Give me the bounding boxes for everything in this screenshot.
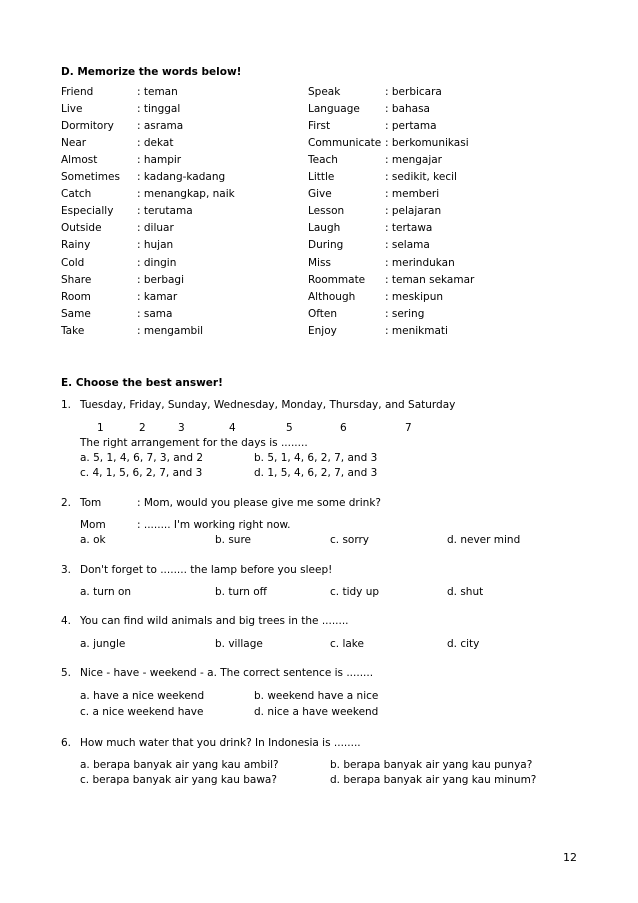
vocab-meaning: : kamar — [137, 291, 178, 303]
vocab-word: First — [308, 120, 331, 132]
vocab-word: Dormitory — [61, 120, 114, 132]
option-a: a. 5, 1, 4, 6, 7, 3, and 2 — [80, 452, 204, 464]
vocab-word: Friend — [61, 86, 94, 98]
vocab-word: Communicate — [308, 137, 382, 149]
section-e-heading: E. Choose the best answer! — [61, 377, 223, 389]
vocab-word: Sometimes — [61, 171, 120, 183]
day-number: 3 — [178, 422, 185, 434]
vocab-word: Teach — [308, 154, 338, 166]
option-a: a. have a nice weekend — [80, 690, 205, 702]
option-d: d. city — [447, 638, 480, 650]
vocab-meaning: : sedikit, kecil — [385, 171, 457, 183]
day-number: 1 — [97, 422, 104, 434]
vocab-meaning: : tinggal — [137, 103, 181, 115]
vocab-meaning: : berbicara — [385, 86, 442, 98]
vocab-meaning: : sama — [137, 308, 173, 320]
day-number: 4 — [229, 422, 236, 434]
option-c: c. lake — [330, 638, 364, 650]
question-prompt: The right arrangement for the days is ........ — [80, 437, 308, 449]
option-c: c. 4, 1, 5, 6, 2, 7, and 3 — [80, 467, 203, 479]
vocab-meaning: : kadang-kadang — [137, 171, 226, 183]
vocab-word: Take — [61, 325, 85, 337]
vocab-word: Laugh — [308, 222, 341, 234]
question-number: 6. — [61, 737, 72, 749]
question-text: Nice - have - weekend - a. The correct sentence is ........ — [80, 667, 374, 679]
vocab-word: Cold — [61, 257, 85, 269]
option-b: b. village — [215, 638, 263, 650]
speaker-2: Mom — [80, 519, 106, 531]
question-text: You can find wild animals and big trees in the ........ — [80, 615, 349, 627]
option-b: b. weekend have a nice — [254, 690, 379, 702]
vocab-word: Enjoy — [308, 325, 337, 337]
vocab-meaning: : bahasa — [385, 103, 430, 115]
vocab-meaning: : dekat — [137, 137, 174, 149]
option-d: d. berapa banyak air yang kau minum? — [330, 774, 537, 786]
vocab-word: Little — [308, 171, 335, 183]
option-c: c. sorry — [330, 534, 370, 546]
vocab-meaning: : mengajar — [385, 154, 442, 166]
vocab-meaning: : diluar — [137, 222, 174, 234]
option-a: a. jungle — [80, 638, 126, 650]
vocab-word: Catch — [61, 188, 92, 200]
option-d: d. 1, 5, 4, 6, 2, 7, and 3 — [254, 467, 378, 479]
question-text: Don't forget to ........ the lamp before you sleep! — [80, 564, 333, 576]
vocab-word: Same — [61, 308, 91, 320]
day-number: 2 — [139, 422, 146, 434]
vocab-meaning: : teman sekamar — [385, 274, 475, 286]
vocab-meaning: : asrama — [137, 120, 184, 132]
option-b: b. sure — [215, 534, 252, 546]
vocab-word: Live — [61, 103, 83, 115]
vocab-word: Although — [308, 291, 356, 303]
question-number: 3. — [61, 564, 72, 576]
speaker-1: Tom — [80, 497, 102, 509]
vocab-meaning: : teman — [137, 86, 178, 98]
option-a: a. ok — [80, 534, 106, 546]
vocab-meaning: : meskipun — [385, 291, 444, 303]
vocab-meaning: : berbagi — [137, 274, 184, 286]
vocab-word: Speak — [308, 86, 341, 98]
vocab-word: Outside — [61, 222, 102, 234]
vocab-word: Share — [61, 274, 92, 286]
vocab-word: Miss — [308, 257, 331, 269]
question-text: How much water that you drink? In Indonesia is ........ — [80, 737, 361, 749]
option-b: b. berapa banyak air yang kau punya? — [330, 759, 533, 771]
vocab-word: Roommate — [308, 274, 366, 286]
vocab-meaning: : hampir — [137, 154, 182, 166]
vocab-meaning: : hujan — [137, 239, 174, 251]
question-text: Tuesday, Friday, Sunday, Wednesday, Monday, Thursday, and Saturday — [80, 399, 456, 411]
section-d-heading: D. Memorize the words below! — [61, 66, 242, 78]
vocab-meaning: : memberi — [385, 188, 440, 200]
day-number: 6 — [340, 422, 347, 434]
option-c: c. tidy up — [330, 586, 380, 598]
dialogue-line-1: : Mom, would you please give me some drink? — [137, 497, 381, 509]
option-a: a. turn on — [80, 586, 132, 598]
vocab-meaning: : dingin — [137, 257, 177, 269]
vocab-word: Room — [61, 291, 91, 303]
vocab-word: Almost — [61, 154, 98, 166]
vocab-meaning: : tertawa — [385, 222, 433, 234]
vocab-word: Near — [61, 137, 87, 149]
question-number: 5. — [61, 667, 72, 679]
vocab-meaning: : mengambil — [137, 325, 204, 337]
dialogue-line-2: : ........ I'm working right now. — [137, 519, 291, 531]
question-number: 4. — [61, 615, 72, 627]
page-number: 12 — [563, 851, 577, 864]
vocab-word: During — [308, 239, 344, 251]
question-number: 1. — [61, 399, 72, 411]
vocab-word: Often — [308, 308, 338, 320]
option-d: d. nice a have weekend — [254, 706, 379, 718]
question-number: 2. — [61, 497, 72, 509]
option-c: c. berapa banyak air yang kau bawa? — [80, 774, 277, 786]
day-number: 5 — [286, 422, 293, 434]
day-number: 7 — [405, 422, 412, 434]
option-d: d. never mind — [447, 534, 521, 546]
vocab-word: Language — [308, 103, 360, 115]
option-c: c. a nice weekend have — [80, 706, 204, 718]
option-b: b. turn off — [215, 586, 267, 598]
vocab-meaning: : menikmati — [385, 325, 448, 337]
vocab-meaning: : merindukan — [385, 257, 455, 269]
option-a: a. berapa banyak air yang kau ambil? — [80, 759, 279, 771]
vocab-meaning: : terutama — [137, 205, 193, 217]
vocab-meaning: : sering — [385, 308, 425, 320]
vocab-word: Rainy — [61, 239, 91, 251]
vocab-meaning: : pertama — [385, 120, 437, 132]
option-d: d. shut — [447, 586, 484, 598]
option-b: b. 5, 1, 4, 6, 2, 7, and 3 — [254, 452, 378, 464]
vocab-word: Especially — [61, 205, 114, 217]
vocab-word: Lesson — [308, 205, 345, 217]
vocab-meaning: : pelajaran — [385, 205, 442, 217]
vocab-meaning: : menangkap, naik — [137, 188, 235, 200]
vocab-word: Give — [308, 188, 332, 200]
vocab-meaning: : selama — [385, 239, 430, 251]
vocab-meaning: : berkomunikasi — [385, 137, 469, 149]
